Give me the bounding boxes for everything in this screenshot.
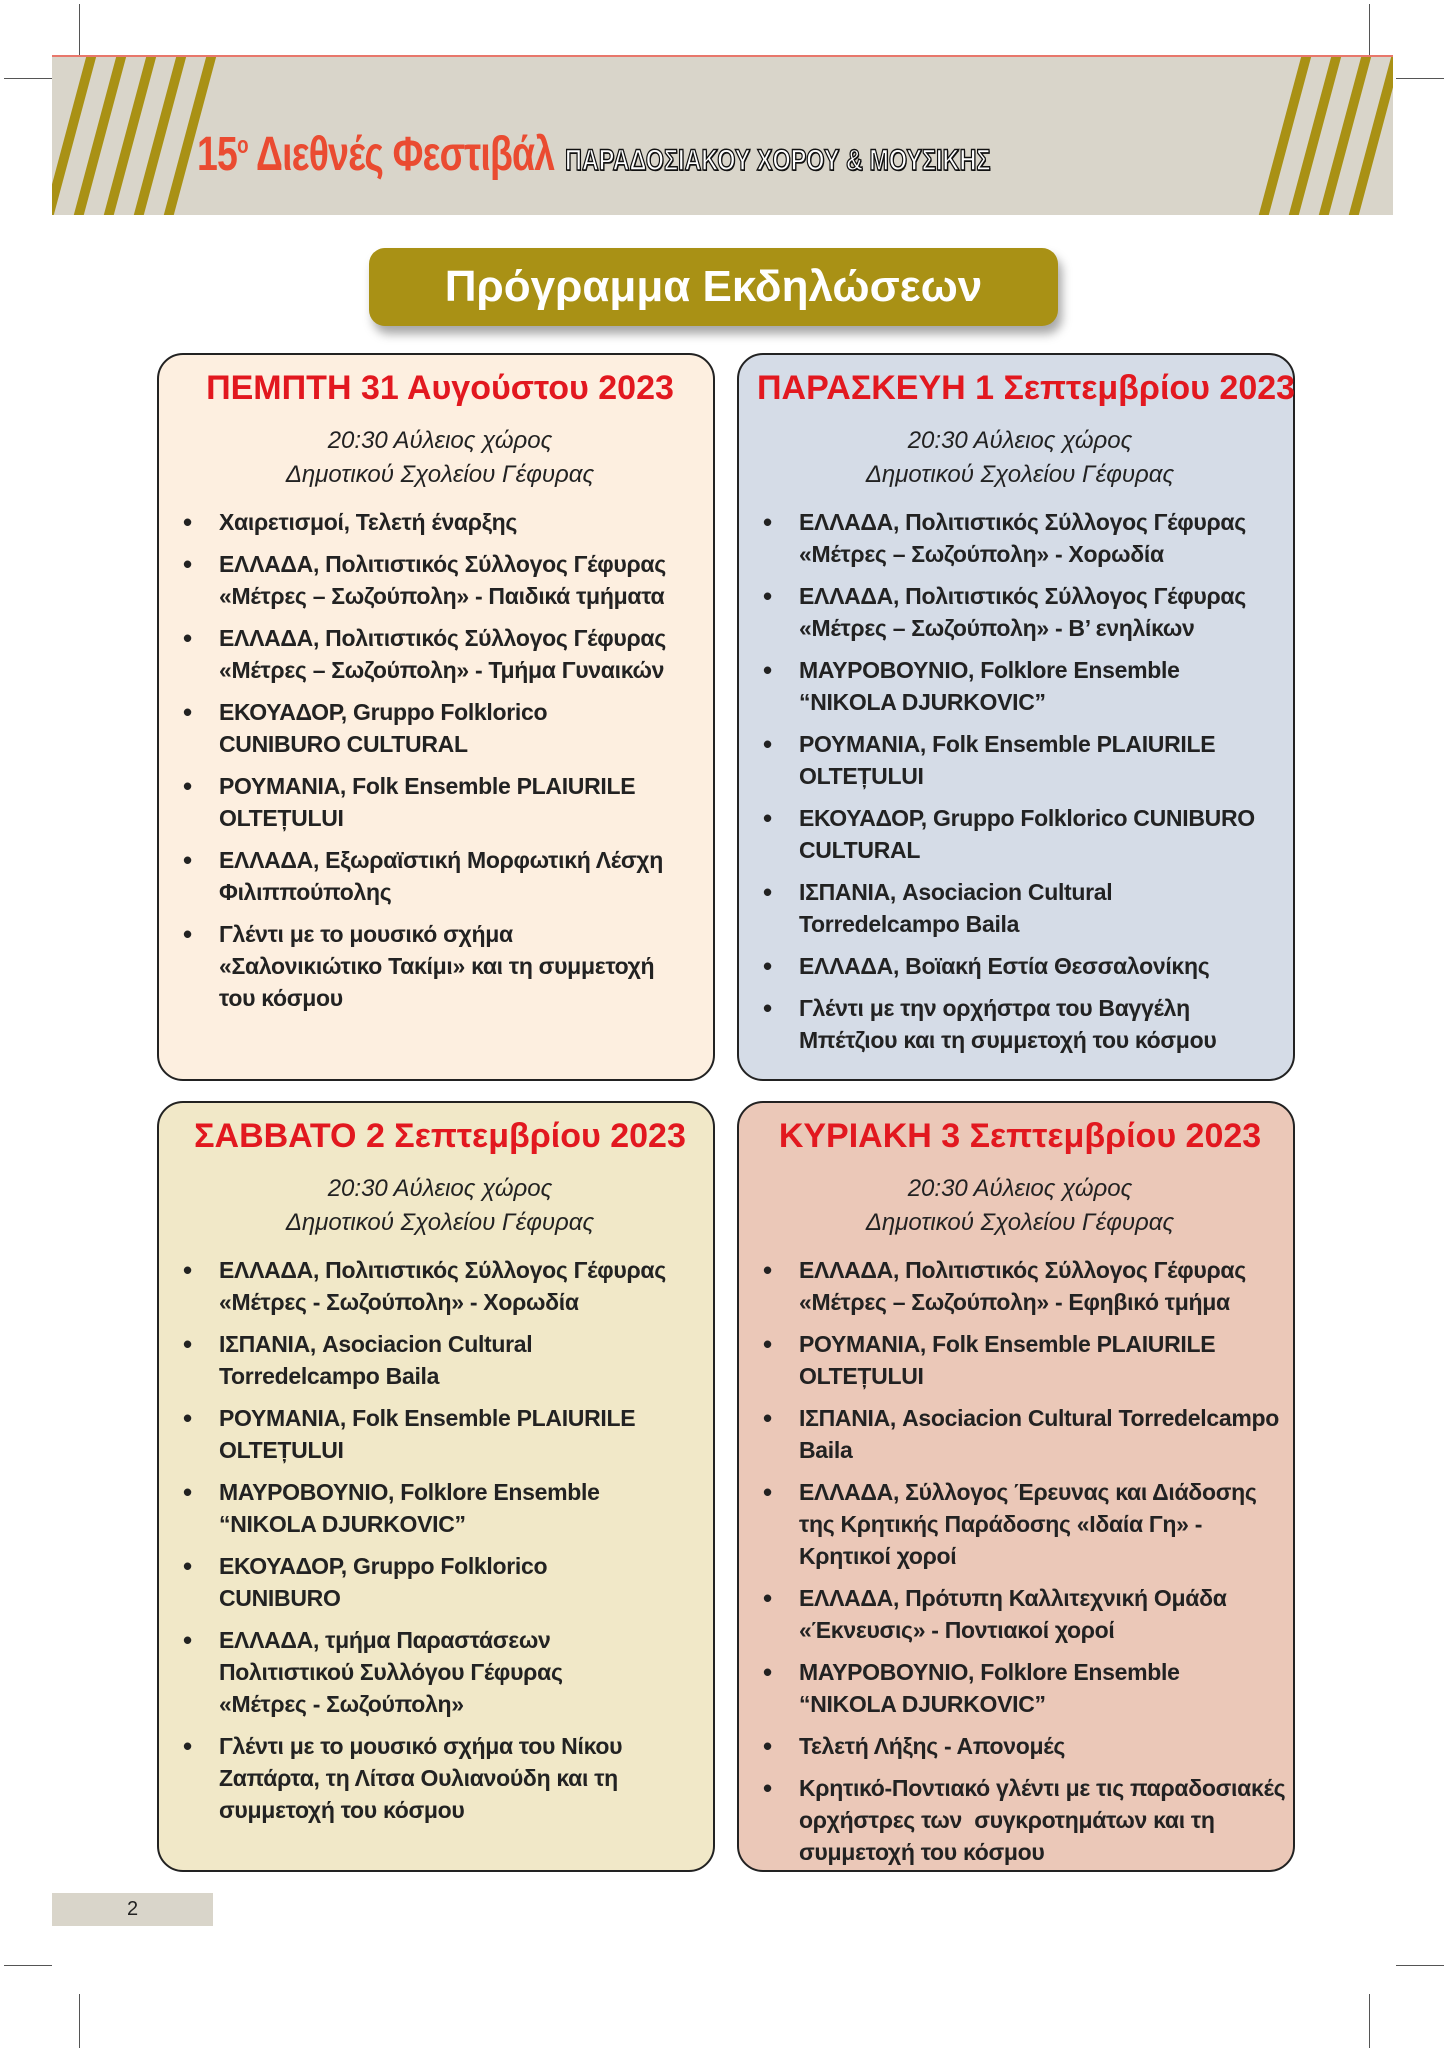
day-card-saturday	[157, 1101, 715, 1872]
event-item: • ΕΚΟΥΑΔΟΡ, Gruppo Folklorico CUNIBURO CULTURAL	[799, 802, 1283, 866]
day-card-friday	[737, 353, 1295, 1081]
event-list	[757, 506, 1283, 1056]
crop-mark	[1369, 4, 1370, 58]
event-item: • Κρητικό-Ποντιακό γλέντι με τις παραδοσιακές ορχήστρες των συγκροτημάτων και τη συμμετοχή του κόσμου	[799, 1772, 1283, 1868]
event-item: • ΜΑΥΡΟΒΟΥΝΙΟ, Folklore Ensemble “NIKOLA DJURKOVIC”	[799, 1656, 1283, 1720]
crop-mark	[4, 78, 52, 79]
event-item: • ΕΛΛΑΔΑ, Πολιτιστικός Σύλλογος Γέφυρας «Μέτρες – Σωζούπολη» - Τμήμα Γυναικών	[219, 622, 703, 686]
crop-mark	[4, 1965, 52, 1966]
event-item: • ΡΟΥΜΑΝΙΑ, Folk Ensemble PLAIURILE OLTEȚULUI	[799, 728, 1283, 792]
venue-time: 20:30 Αύλειος χώρος Δημοτικού Σχολείου Γέφυρας	[865, 427, 1175, 488]
decorative-stripe	[1248, 55, 1317, 215]
edition-suffix: ο	[237, 132, 248, 159]
day-title: ΠΑΡΑΣΚΕΥΗ 1 Σεπτεμβρίου 2023	[757, 369, 1296, 407]
event-item: • ΕΛΛΑΔΑ, Εξωραϊστική Μορφωτική Λέσχη Φιλιππούπολης	[219, 844, 703, 908]
festival-name	[197, 127, 555, 182]
venue-time: 20:30 Αύλειος χώρος Δημοτικού Σχολείου Γέφυρας	[285, 427, 595, 488]
festival-subtitle: ΠΑΡΑΔΟΣΙΑΚΟΥ ΧΟΡΟΥ & ΜΟΥΣΙΚΗΣ	[565, 144, 991, 177]
event-item: • ΕΛΛΑΔΑ, Σύλλογος Έρευνας και Διάδοσης της Κρητικής Παράδοσης «Ιδαία Γη» - Κρητικοί χοροί	[799, 1476, 1283, 1572]
event-item: • Γλέντι με το μουσικό σχήμα «Σαλονικιώτικο Τακίμι» και τη συμμετοχή του κόσμου	[219, 918, 703, 1014]
event-item: • ΕΛΛΑΔΑ, Πρότυπη Καλλιτεχνική Ομάδα «Έκνευσις» - Ποντιακοί χοροί	[799, 1582, 1283, 1646]
event-item: • ΜΑΥΡΟΒΟΥΝΙΟ, Folklore Ensemble “NIKOLA DJURKOVIC”	[219, 1476, 703, 1540]
program-title: Πρόγραμμα Εκδηλώσεων	[369, 248, 1058, 326]
day-card-thursday	[157, 353, 715, 1081]
event-item: • ΡΟΥΜΑΝΙΑ, Folk Ensemble PLAIURILE OLTEȚULUI	[219, 770, 703, 834]
event-item: • Γλέντι με την ορχήστρα του Βαγγέλη Μπέτζιου και τη συμμετοχή του κόσμου	[799, 992, 1283, 1056]
edition-number: 15	[197, 128, 238, 181]
festival-header-banner	[52, 55, 1393, 215]
event-item: • Γλέντι με το μουσικό σχήμα του Νίκου Ζαπάρτα, τη Λίτσα Ουλιανούδη και τη συμμετοχή του κόσμου	[219, 1730, 703, 1826]
day-card-sunday	[737, 1101, 1295, 1872]
event-item: • ΙΣΠΑΝΙΑ, Asociacion Cultural Torredelcampo Baila	[799, 1402, 1283, 1466]
event-list	[177, 506, 703, 1014]
event-item: • ΕΛΛΑΔΑ, Πολιτιστικός Σύλλογος Γέφυρας «Μέτρες – Σωζούπολη» - Β’ ενηλίκων	[799, 580, 1283, 644]
event-item: • Τελετή Λήξης - Απονομές	[799, 1730, 1283, 1762]
event-item: • ΕΛΛΑΔΑ, Πολιτιστικός Σύλλογος Γέφυρας «Μέτρες – Σωζούπολη» - Παιδικά τμήματα	[219, 548, 703, 612]
event-item: • ΡΟΥΜΑΝΙΑ, Folk Ensemble PLAIURILE OLTEȚULUI	[219, 1402, 703, 1466]
event-item: • ΕΛΛΑΔΑ, Πολιτιστικός Σύλλογος Γέφυρας «Μέτρες - Σωζούπολη» - Χορωδία	[219, 1254, 703, 1318]
crop-mark	[1396, 78, 1444, 79]
crop-mark	[1369, 1994, 1370, 2048]
day-title: ΠΕΜΠΤΗ 31 Αυγούστου 2023	[206, 369, 674, 407]
event-item: • ΡΟΥΜΑΝΙΑ, Folk Ensemble PLAIURILE OLTEȚULUI	[799, 1328, 1283, 1392]
event-item: • ΕΛΛΑΔΑ, τμήμα Παραστάσεων Πολιτιστικού Συλλόγου Γέφυρας «Μέτρες - Σωζούπολη»	[219, 1624, 703, 1720]
event-item: • ΕΚΟΥΑΔΟΡ, Gruppo Folklorico CUNIBURO CULTURAL	[219, 696, 703, 760]
venue-time: 20:30 Αύλειος χώρος Δημοτικού Σχολείου Γέφυρας	[285, 1175, 595, 1236]
event-item: • ΙΣΠΑΝΙΑ, Asociacion Cultural Torredelcampo Baila	[799, 876, 1283, 940]
crop-mark	[79, 1994, 80, 2048]
venue-time: 20:30 Αύλειος χώρος Δημοτικού Σχολείου Γέφυρας	[865, 1175, 1175, 1236]
day-title: ΚΥΡΙΑΚΗ 3 Σεπτεμβρίου 2023	[778, 1117, 1262, 1155]
festival-label: Διεθνές Φεστιβάλ	[255, 128, 555, 181]
event-list	[757, 1254, 1286, 1868]
crop-mark	[79, 4, 80, 58]
event-list	[177, 1254, 703, 1826]
festival-title	[197, 127, 1110, 182]
event-item: • Χαιρετισμοί, Τελετή έναρξης	[219, 506, 703, 538]
event-item: • ΙΣΠΑΝΙΑ, Asociacion Cultural Torredelcampo Baila	[219, 1328, 703, 1392]
event-item: • ΕΛΛΑΔΑ, Πολιτιστικός Σύλλογος Γέφυρας «Μέτρες – Σωζούπολη» - Εφηβικό τμήμα	[799, 1254, 1283, 1318]
event-item: • ΕΛΛΑΔΑ, Πολιτιστικός Σύλλογος Γέφυρας «Μέτρες – Σωζούπολη» - Χορωδία	[799, 506, 1283, 570]
page-number: 2	[52, 1893, 213, 1926]
day-title: ΣΑΒΒΑΤΟ 2 Σεπτεμβρίου 2023	[194, 1117, 686, 1155]
event-item: • ΕΚΟΥΑΔΟΡ, Gruppo Folklorico CUNIBURO	[219, 1550, 703, 1614]
event-item: • ΜΑΥΡΟΒΟΥΝΙΟ, Folklore Ensemble “NIKOLA DJURKOVIC”	[799, 654, 1283, 718]
event-item: • ΕΛΛΑΔΑ, Βοϊακή Εστία Θεσσαλονίκης	[799, 950, 1283, 982]
crop-mark	[1396, 1965, 1444, 1966]
